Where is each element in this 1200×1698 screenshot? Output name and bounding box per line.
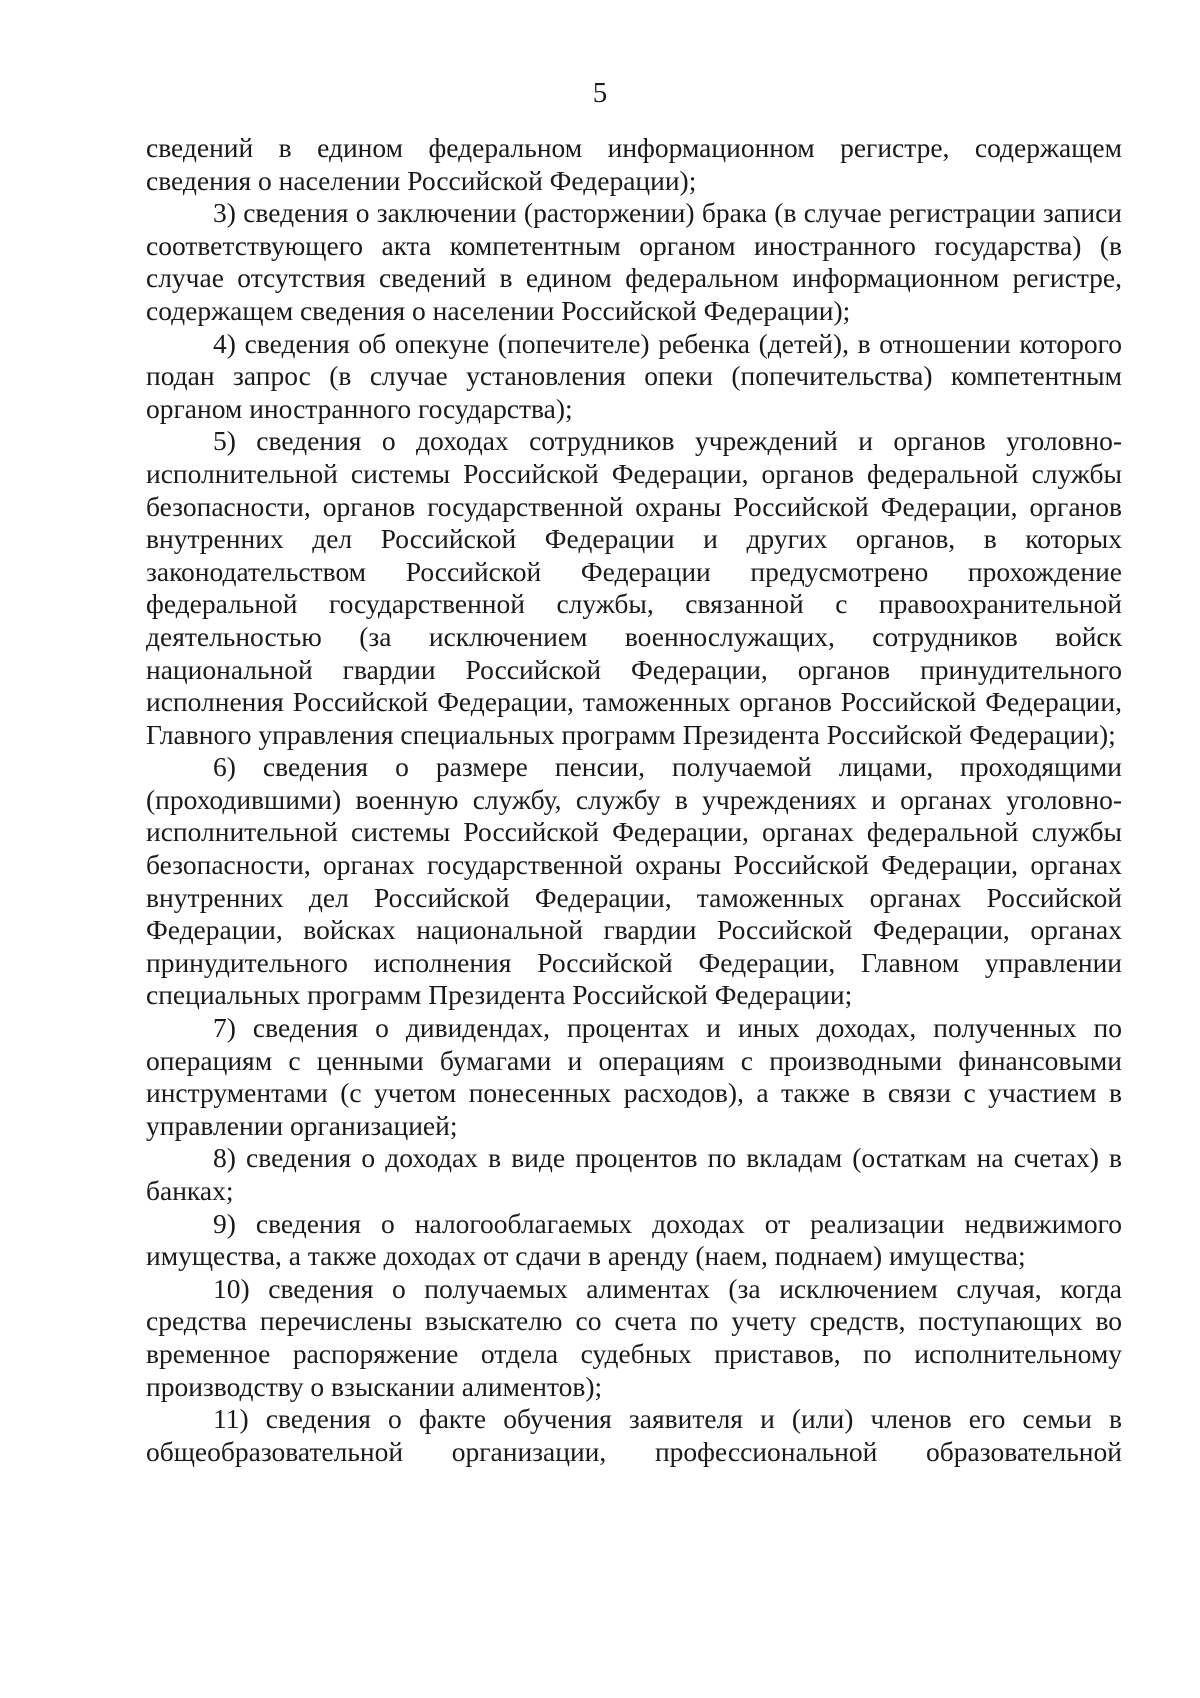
page-number: 5 <box>592 77 608 109</box>
document-body <box>146 132 1122 1468</box>
paragraph-continuation: сведений в едином федеральном информационном регистре, содержащем сведения о населении Российской Федерации); <box>146 132 1122 196</box>
list-item-6: 6) сведения о размере пенсии, получаемой лицами, проходящими (проходившими) военную службу, службу в учреждениях и органах уголовно-исполнительной системы Российской Федерации, органах федеральной службы безопасности, органах государственной охраны Российской Федерации, органах внутренних дел Российской Федерации, таможенных органах Российской Федерации, войсках национальной гвардии Российской Федерации, органах принудительного исполнения Российской Федерации, Главном управлении специальных программ Президента Российской Федерации; <box>146 751 1122 1011</box>
list-item-8: 8) сведения о доходах в виде процентов по вкладам (остаткам на счетах) в банках; <box>146 1142 1122 1206</box>
list-item-3: 3) сведения о заключении (расторжении) брака (в случае регистрации записи соответствующего акта компетентным органом иностранного государства) (в случае отсутствия сведений в едином федеральном информационном регистре, содержащем сведения о населении Российской Федерации); <box>146 197 1122 326</box>
list-item-7: 7) сведения о дивидендах, процентах и иных доходах, полученных по операциям с ценными бумагами и операциям с производными финансовыми инструментами (с учетом понесенных расходов), а также в связи с участием в управлении организацией; <box>146 1012 1122 1141</box>
list-item-10: 10) сведения о получаемых алиментах (за исключением случая, когда средства перечислены взыскателю со счета по учету средств, поступающих во временное распоряжение отдела судебных приставов, по исполнительному производству о взыскании алиментов); <box>146 1272 1122 1402</box>
list-item-9: 9) сведения о налогооблагаемых доходах от реализации недвижимого имущества, а также доходах от сдачи в аренду (наем, поднаем) имущества; <box>146 1207 1122 1272</box>
list-item-4: 4) сведения об опекуне (попечителе) ребенка (детей), в отношении которого подан запрос (в случае установления опеки (попечительства) компетентным органом иностранного государства); <box>146 327 1122 424</box>
list-item-5: 5) сведения о доходах сотрудников учреждений и органов уголовно-исполнительной системы Российской Федерации, органов федеральной службы безопасности, органов государственной охраны Российской Федерации, органов внутренних дел Российской Федерации и других органов, в которых законодательством Российской Федерации предусмотрено прохождение федеральной государственной службы, связанной с правоохранительной деятельностью (за исключением военнослужащих, сотрудников войск национальной гвардии Российской Федерации, органов принудительного исполнения Российской Федерации, таможенных органов Российской Федерации, Главного управления специальных программ Президента Российской Федерации); <box>146 425 1122 750</box>
list-item-11: 11) сведения о факте обучения заявителя и (или) членов его семьи в общеобразовательной организации, профессиональной образовательной <box>146 1403 1122 1467</box>
